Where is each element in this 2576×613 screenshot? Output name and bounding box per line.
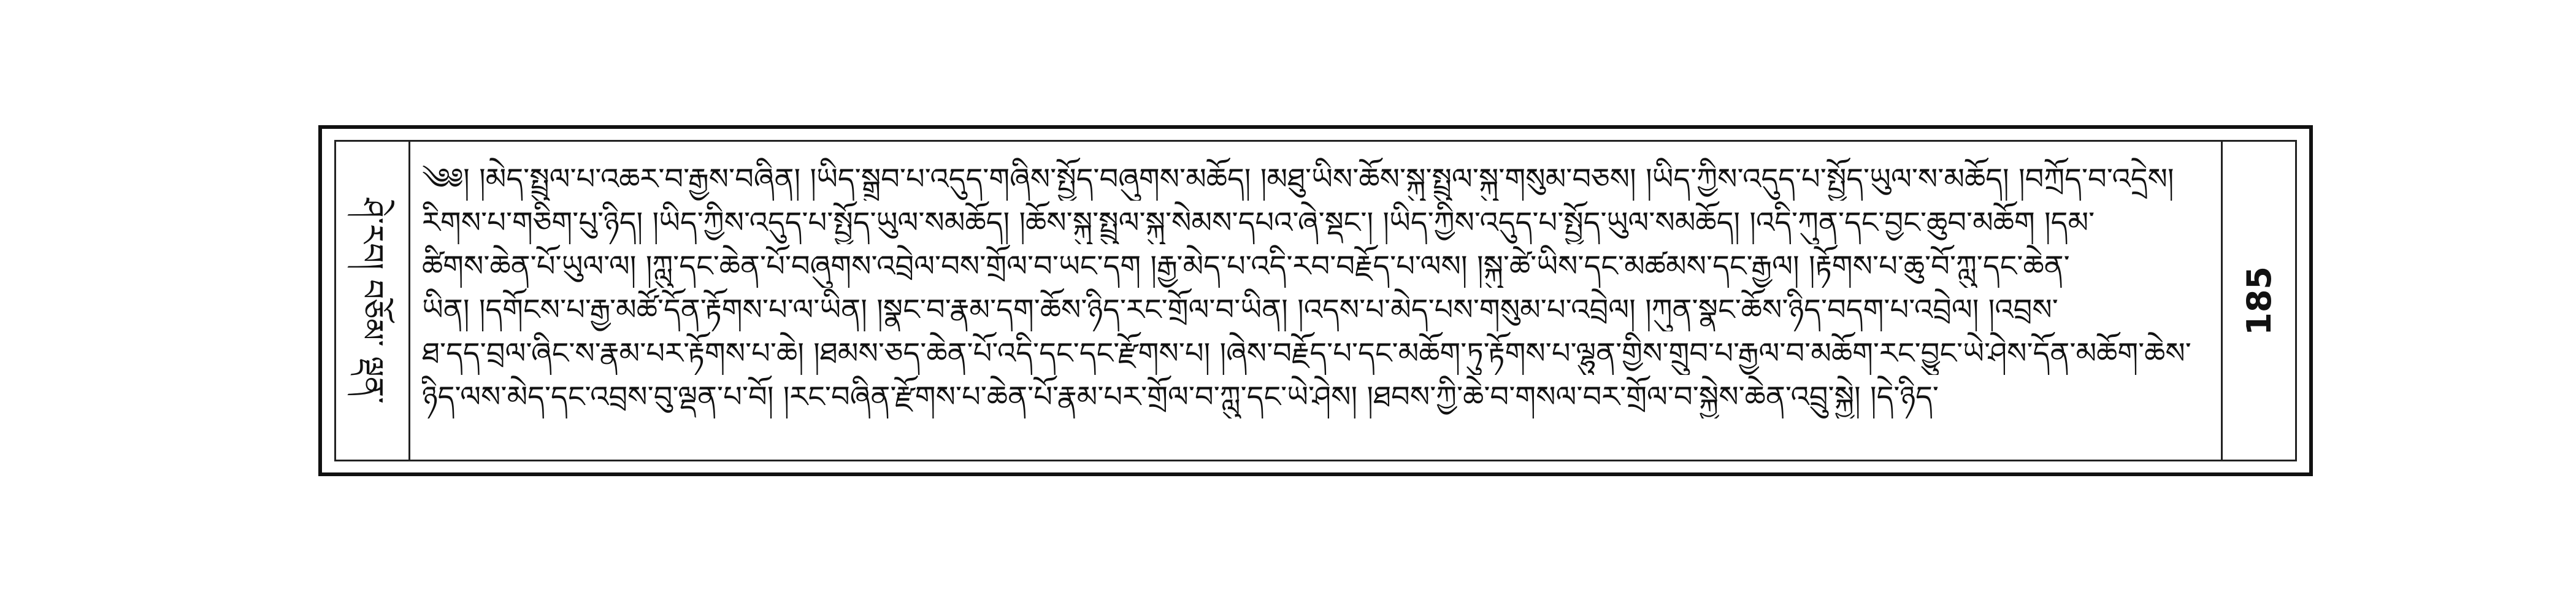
text-line-2: རིགས་པ་གཅིག་པུ་ཉིད། །ཡིད་ཀྱིས་འདུད་པ་སྤྱོད་ཡུལ་སམཆོད། །ཆོས་སྐུ་སྤྲུལ་སྐུ་སེམས་དཔའ་ཞེ་སྡང་། །ཡིད་ཀྱིས་འདུད་པ་སྤྱོད་ཡུལ་སམཆོད། །འདི་ཀུན་དང་བྱང་ཆུབ་མཆོག །དམ་ <box>422 206 2095 240</box>
left-margin <box>336 142 410 460</box>
text-line-3: ཚིགས་ཆེན་པོ་ཡུལ་ལ། །ཀླུ་དང་ཆེན་པོ་བཞུགས་འབྲེལ་བས་གྲོལ་བ་ཡང་དག །རྒྱ་མེད་པ་འདི་རབ་བརྗོད་པ་ལས། །སྐུ་ཚེ་ཡིས་དང་མཚམས་དང་རྒྱལ། །རྟོགས་པ་ཆུ་བོ་ཀླུ་དང་ཆེན་ <box>422 249 2070 283</box>
page-number: 185 <box>2239 266 2279 336</box>
text-line-5: ཐ་དད་བྲལ་ཞིང་ས་རྣམ་པར་རྟོགས་པ་ཆེ། །ཐམས་ཅད་ཆེན་པོ་འདི་དང་དང་རྫོགས་པ། །ཞེས་བརྗོད་པ་དང་མཆོག་ཏུ་རྟོགས་པ་ལྷུན་གྱིས་གྲུབ་པ་རྒྱལ་བ་མཆོག་རང་བྱུང་ཡེ་ཤེས་དོན་མཆོག་ཆེས་ <box>422 336 2191 371</box>
pecha-folio <box>318 125 2313 476</box>
right-margin <box>2221 142 2295 460</box>
margin-label: ཤེ་རབ། བཅོམ་ ལྡན་ <box>355 198 390 404</box>
folio-frame <box>334 140 2297 461</box>
text-line-4: ཡིན། །དགོངས་པ་རྒྱ་མཚོ་དོན་རྟོགས་པ་ལ་ཡིན། །སྣང་བ་རྣམ་དག་ཆོས་ཉིད་རང་གྲོལ་བ་ཡིན། །འདས་པ་མེད་པས་གསུམ་པ་འབྲེལ། །ཀུན་སྣང་ཆོས་ཉིད་བདག་པ་འབྲེལ། །འབྲས་ <box>422 293 2058 327</box>
text-body <box>422 158 2209 444</box>
text-line-6: ཉིད་ལས་མེད་དང་འབྲས་བུ་ལྡན་པ་བོ། །རང་བཞིན་རྫོགས་པ་ཆེན་པོ་རྣམ་པར་གྲོལ་བ་ཀླུ་དང་ཡེ་ཤེས། །ཐབས་ཀྱི་ཆེ་བ་གསལ་བར་གྲོལ་བ་སྐྱེས་ཆེན་འབྲུ་སྐྱེ། །དེ་ཉིད་ <box>422 380 1939 414</box>
text-line-1: ༄༅། །མེད་སྤྲུལ་པ་འཆར་བ་རྒྱས་བཞིན། །ཡིད་སྒྲུབ་པ་འདུད་གཞིས་སྤྱོད་བཞུགས་མཆོད། །མཐུ་ཡིས་ཆོས་སྐུ་སྤྲུལ་སྐུ་གསུམ་བཅས། །ཡིད་ཀྱིས་འདུད་པ་སྤྱོད་ཡུལ་ས་མཆོད། །བཀྲོད་བ་འདྲེས། <box>422 162 2174 196</box>
